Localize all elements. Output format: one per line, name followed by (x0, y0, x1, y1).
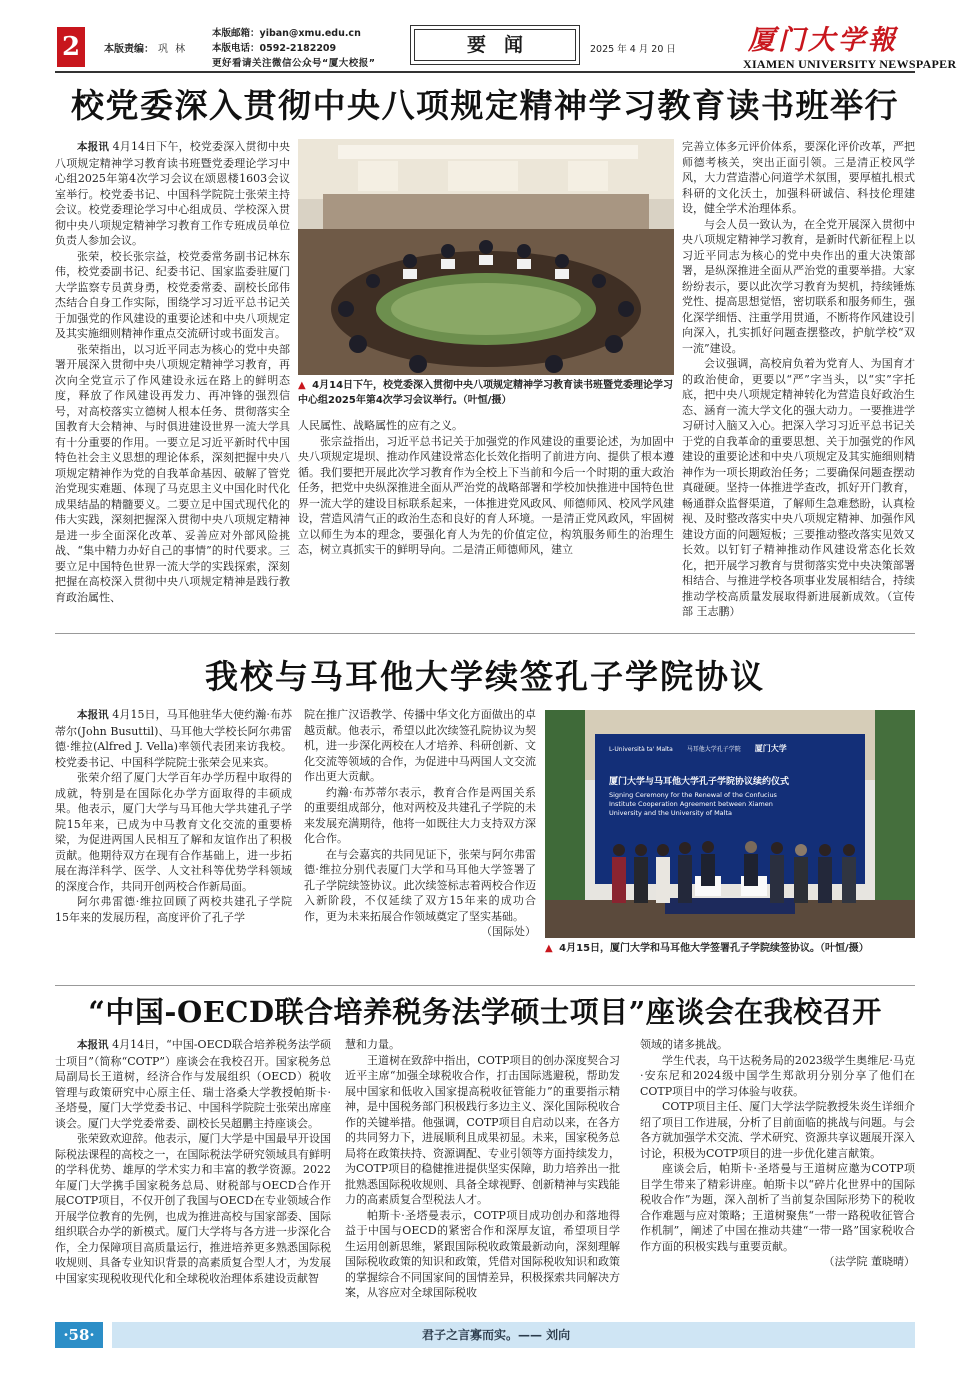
banner-title-cn: 厦门大学与马耳他大学孔子学院协议续约仪式 (609, 777, 790, 787)
footer-page-number: ·58· (55, 1322, 103, 1348)
article1-meeting-photo (298, 139, 674, 375)
article3-column-1 (55, 1037, 331, 1311)
article1-caption-text: 4月14日下午，校党委深入贯彻中央八项规定精神学习教育读书班暨党委理论学习中心组2025年第4次学习会议举行。（叶恒/摄） (298, 380, 674, 406)
article2-divider (55, 985, 915, 986)
editor-name: 巩 林 (158, 44, 188, 55)
article3-lead-label: 本报讯 (77, 1039, 109, 1051)
article3-col2-paragraph-3: 帕斯卡·圣塔曼表示，COTP项目成功创办和落地得益于中国与OECD的紧密合作和深厚友谊，希望项目学生运用创新思维，紧跟国际税收政策最新动向，深刻理解国际税收政策的知识和政策，凭借对国际税收知识和政策的掌握综合不同国家间的国情差异，积极探索共同解决方案，从容应对全球国际税收 (345, 1208, 620, 1299)
article1-col2-paragraph-2: 张宗益指出，习近平总书记关于加强党的作风建设的重要论述，为加固中央八项规定堤坝、推动作风建设常态化长效化指明了前进方向、提供了根本遵循。我们要把开展此次学习教育作为全校上下当前和今后一个时期的重大政治任务，把党中央纵深推进全面从严治党的战略部署和学校加快推进中国特色世界一流大学的建设目标联系起来，一体推进党风政风、师德师风、校风学风建设，营造风清气正的政治生态和良好的育人环境。一是清正党风政风，牢固树立以师生为本的理念，要强化育人为先的价值定位，构筑服务师生的治理生态，树立真抓实干的鲜明导向。二是清正师德师风，建立 (298, 434, 674, 556)
article1-caption (298, 378, 674, 410)
article3-col2-paragraph-1: 慧和力量。 (345, 1038, 400, 1051)
article3-col1-lead: 4月14日，“中国-OECD联合培养税务法学硕士项目”（简称“COTP”）座谈会在我校召开。国家税务总局副局长王道树，经济合作与发展组织（OECD）税收管理与政策研究中心原主任、瑞士洛桑大学教授帕斯卡·圣塔曼，厦门大学党委书记、中国科学院院士张荣出席座谈会。厦门大学党委常委、副校长吴超鹏主持座谈会。 (55, 1038, 331, 1130)
banner-title-en: Signing Ceremony for the Renewal of the Confucius Institute Cooperation Agreement between Xiamen University and the University of Malta (609, 791, 777, 817)
article2-lead-label: 本报讯 (77, 709, 109, 721)
article3-col1-paragraph-2: 张荣致欢迎辞。他表示，厦门大学是中国最早开设国际税法课程的高校之一，在国际税法学研究领域具有鲜明的学科优势、雄厚的学术实力和丰富的教学资源。2022年厦门大学携手国家税务总局、财税部与OECD合作开展COTP项目，不仅开创了我国与OECD在专业领域合作开展学位教育的先例，也成为推进高校与国家部委、国际组织联合办学的新模式。厦门大学将与各方进一步深化合作，全力保障项目高质量运行，推进培养更多熟悉国际税收规则、具备专业知识背景的高素质复合型人才，为发展中国家实现税收现代化和全球税收治理体系建设贡献智 (55, 1132, 331, 1285)
masthead-logo: 厦门大学報 (748, 25, 898, 56)
contact-email: 本版邮箱：yiban@xmu.edu.cn (212, 28, 361, 39)
article3-col3-paragraph-1: 领域的诸多挑战。 (640, 1038, 728, 1051)
article2-byline: （国际处） (481, 925, 536, 938)
article2-col1-lead: 4月15日，马耳他驻华大使约瀚·布苏蒂尔(John Busuttil)、马耳他大学校长阿尔弗雷德·维拉(Alfred J. Vella)率领代表团来访我校。校党委书记、中国科学院院士张荣会见来宾。 (55, 708, 292, 769)
article2-column-2 (304, 707, 536, 981)
article1-col1-paragraph-2: 张荣，校长张宗益，校党委常务副书记林东伟，校党委副书记、纪委书记、国家监委驻厦门大学监察专员黄身勇，校党委常委、副校长邱伟杰结合自身工作实际，围绕学习习近平总书记关于加强党的作风建设的重要论述和中央八项规定及其实施细则精神作重点交流研讨或书面发言。 (55, 249, 290, 340)
article2-column-1 (55, 707, 292, 981)
contact-block (212, 26, 376, 71)
article2-col1-paragraph-3: 阿尔弗雷德·维拉回顾了两校共建孔子学院15年来的发展历程，高度评价了孔子学 (55, 895, 292, 924)
article3-column-2 (345, 1037, 620, 1311)
section-label-box (410, 25, 580, 65)
article1-col3-paragraph-2: 与会人员一致认为，在全党开展深入贯彻中央八项规定精神学习教育，是新时代新征程上以习近平同志为核心的党中央作出的重大决策部署，是纵深推进全面从严治党的重要举措。大家纷纷表示，要以此次学习教育为契机，持续锤炼党性、提高思想觉悟，密切联系和服务师生，强化深学细悟、注重学用贯通，不断将作风建设引向深入，扎实抓好问题查摆整改，护航学校“双一流”建设。 (682, 217, 915, 355)
article2-col2-paragraph-2: 约瀚·布苏蒂尔表示，教育合作是两国关系的重要组成部分，他对两校及共建孔子学院的未来发展充满期待，他将一如既往大力支持双方深化合作。 (304, 785, 536, 845)
header-rule (55, 71, 915, 73)
footer-quote: 君子之言寡而实。—— 刘向 (112, 1322, 915, 1348)
article3-column-3 (640, 1037, 915, 1311)
article3-headline: “中国-OECD联合培养税务法学硕士项目”座谈会在我校召开 (88, 995, 882, 1029)
article3-col3-paragraph-2: 学生代表，乌干达税务局的2023级学生奥维尼·马克·安东尼和2024级中国学生郑歆玥分别分享了他们在COTP项目中的学习体验与收获。 (640, 1053, 915, 1098)
article1-column-2 (298, 418, 674, 620)
article1-col3-paragraph-3: 会议强调，高校肩负着为党育人、为国育才的政治使命，更要以“严”字当头，以“实”字托底，把中央八项规定精神转化为营造良好政治生态、涵育一流大学文化的强大动力。一要推进学习研讨入脑又入心。把深入学习习近平总书记关于党的自我革命的重要思想、关于加强党的作风建设的重要论述和中央八项规定及其实施细则精神作为一项长期政治任务；二要确保问题查摆动真碰硬。坚持一体推进学查改，抓好开门教育，畅通群众监督渠道，了解师生急难愁盼，认真检视、及时整改落实中央八项规定精神、加强作风建设方面的问题短板；三要推动整改落实见效又长效。以钉钉子精神推动作风建设常态化长效化，把开展学习教育与贯彻落实党中央决策部署相结合、与推进学校各项事业发展相结合，持续推动学校高质量发展取得新进展新成效。（宣传部 王志鹏） (682, 357, 915, 618)
article1-headline: 校党委深入贯彻中央八项规定精神学习教育读书班举行 (71, 86, 899, 125)
article2-caption (545, 941, 915, 959)
section-label: 要闻 (414, 29, 576, 61)
banner-logo-ci: 马耳他大学孔子学院 (686, 746, 741, 753)
masthead-english: XIAMEN UNIVERSITY NEWSPAPER (743, 57, 957, 71)
article2-caption-text: 4月15日，厦门大学和马耳他大学签署孔子学院续签协议。（叶恒/摄） (555, 943, 869, 954)
editor-credit (104, 40, 187, 55)
article1-divider (55, 633, 915, 634)
caption-triangle-icon: ▲ (545, 943, 553, 954)
delegates-illustration (545, 830, 915, 938)
article1-lead-label: 本报讯 (77, 141, 109, 153)
article3-byline: （法学院 董晓晴） (823, 1255, 915, 1268)
banner-logo-malta: L-Università ta' Malta (609, 746, 673, 753)
article2-headline: 我校与马耳他大学续签孔子学院协议 (205, 657, 765, 696)
editor-label: 本版责编： (104, 44, 154, 55)
meeting-room-illustration (298, 139, 674, 375)
article1-col2-paragraph-1: 人民属性、战略属性的应有之义。 (298, 419, 463, 432)
article1-column-3 (682, 139, 915, 620)
article3-col3-paragraph-4: 座谈会后，帕斯卡·圣塔曼与王道树应邀为COTP项目学生带来了精彩讲座。帕斯卡以“碎片化世界中的国际税收合作”为题，深入剖析了当前复杂国际形势下的税收合作难题与应对策略；王道树聚焦“一带一路税收征管合作机制”，阐述了中国在推动共建“一带一路”国家税收合作方面的积极实践与重要贡献。 (640, 1162, 915, 1253)
article1-col3-paragraph-1: 完善立体多元评价体系，要深化评价改革，严把师德考核关，突出正面引领。三是清正校风学风，大力营造潜心问道学术氛围，要厚植扎根式科研的文化沃土，加强科研诚信、科技伦理建设，健全学术治理体系。 (682, 140, 915, 215)
article2-col1-paragraph-2: 张荣介绍了厦门大学百年办学历程中取得的成就，特别是在国际化办学方面取得的丰硕成果。他表示，厦门大学与马耳他大学共建孔子学院15年来，已成为中马教育文化交流的重要桥梁，为促进两国人民相互了解和友谊作出了积极贡献。他期待双方在现有合作基础上，进一步拓展在海洋科学、医学、人文社科等优势学科领域的深度合作，共同开创两校合作新局面。 (55, 771, 292, 893)
article2-col2-paragraph-1: 院在推广汉语教学、传播中华文化方面做出的卓越贡献。他表示，希望以此次续签孔院协议为契机，进一步深化两校在人才培养、科研创新、文化交流等领域的合作，为促进中马两国人文交流作出更大贡献。 (304, 708, 536, 783)
contact-phone: 本版电话：0592-2182209 (212, 43, 337, 54)
article1-column-1 (55, 139, 290, 620)
article3-col2-paragraph-2: 王道树在致辞中指出，COTP项目的创办深度契合习近平主席“加强全球税收合作，打击国际逃避税，帮助发展中国家和低收入国家提高税收征管能力”的重要指示精神，是中国税务部门积极践行多边主义、深化国际税收合作的关键举措。他强调，COTP项目自启动以来，在各方的共同努力下，进展顺利且成果初显。未来，国家税务总局将在政策扶持、资源调配、专业引领等方面持续发力，为COTP项目的稳健推进提供坚实保障，助力培养出一批批熟悉国际税收规则、具备全球视野、创新精神与实践能力的高素质复合型税法人才。 (345, 1053, 620, 1206)
caption-triangle-icon: ▲ (298, 380, 306, 391)
article3-col3-paragraph-3: COTP项目主任、厦门大学法学院教授朱炎生详细介绍了项目工作进展，分析了目前面临的挑战与问题。与会各方就加强学术交流、学术研究、资源共享议题展开深入讨论，积极为COTP项目的进一步优化建言献策。 (640, 1100, 915, 1160)
article1-col1-lead: 4月14日下午，校党委深入贯彻中央八项规定精神学习教育读书班暨党委理论学习中心组2025年第4次学习会议在颂恩楼1603会议室举行。校党委书记、中国科学院院士张荣主持会议。校党委理论学习中心组成员、学校深入贯彻中央八项规定精神学习教育工作专班成员单位负责人参加会议。 (55, 140, 290, 247)
issue-date: 2025 年 4 月 20 日 (590, 44, 676, 55)
wechat-follow-note: 更好看请关注微信公众号“厦大校报” (212, 58, 376, 69)
article2-signing-photo (545, 710, 915, 938)
article1-col1-paragraph-3: 张荣指出，以习近平同志为核心的党中央部署开展深入贯彻中央八项规定精神学习教育，再次向全党宣示了作风建设永远在路上的鲜明态度，释放了作风建设再发力、再冲锋的强烈信号，对高校落实立德树人根本任务、贯彻落实全国教育大会精神、与时俱进建设世界一流大学具有十分重要的作用。一要立足习近平新时代中国特色社会主义思想的理论体系，深刻把握中央八项规定精神作为党的自我革命基因、破解了管党治党现实难题、体现了马克思主义中国化时代化成果结晶的精髓要义。二要立足中国式现代化的伟大实践，深刻把握深入贯彻中央八项规定精神是进一步全面深化改革、妥善应对外部风险挑战、“集中精力办好自己的事情”的时代要求。三要立足中国特色世界一流大学的实践探索，深刻把握在高校深入贯彻中央八项规定精神是践行教育政治属性、 (55, 342, 290, 604)
banner-logo-xmu: 厦门大学 (754, 744, 787, 753)
page-number-badge: 2 (57, 27, 85, 67)
article2-col2-paragraph-3: 在与会嘉宾的共同见证下，张荣与阿尔弗雷德·维拉分别代表厦门大学和马耳他大学签署了孔子学院续签协议。此次续签标志着两校合作迈入新阶段，不仅延续了双方15年来的成功合作，更为未来拓展合作领域奠定了坚实基础。 (304, 847, 536, 923)
